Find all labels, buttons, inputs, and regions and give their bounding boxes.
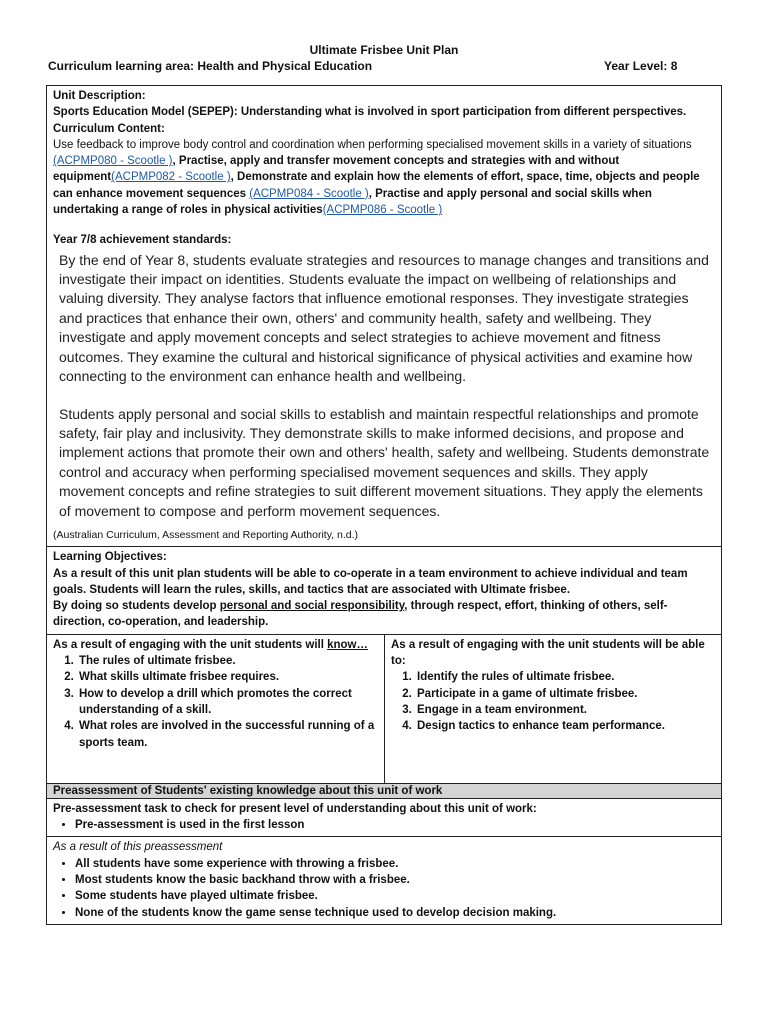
preassessment-result-label: As a result of this preassessment (53, 841, 223, 854)
list-item: • Some students have played ultimate frisbee. (75, 888, 715, 904)
acpmp084-link[interactable]: (ACPMP084 - Scootle ) (249, 187, 369, 200)
list-item: • Most students know the basic backhand throw with a frisbee. (75, 872, 715, 888)
unit-description-cell (47, 86, 721, 547)
know-intro-text: As a result of engaging with the unit students will (53, 638, 328, 651)
objectives-text-2 (53, 598, 715, 631)
document-title: Ultimate Frisbee Unit Plan (309, 43, 459, 57)
able-column (384, 635, 721, 783)
content-text-1: Use feedback to improve body control and coordination when performing specialised movement skills in a variety of situations (53, 138, 692, 151)
acpmp086-link[interactable]: (ACPMP086 - Scootle ) (322, 204, 443, 217)
content-text-2: , Practise, apply and transfer movement concepts and strategies with and without equipment (53, 155, 620, 184)
objectives-text-2a: By doing so students develop (53, 600, 220, 613)
list-item: • Pre-assessment is used in the first lesson (75, 817, 715, 833)
curriculum-content-label: Curriculum Content: (53, 122, 165, 135)
list-item: 2. Participate in a game of ultimate frisbee. (415, 686, 715, 702)
list-item: 3. How to develop a drill which promotes the correct understanding of a skill. (77, 686, 378, 719)
know-intro (53, 637, 378, 653)
objectives-label: Learning Objectives: (53, 551, 167, 564)
preassessment-results-list (53, 856, 715, 921)
achievement-standards (53, 251, 715, 521)
know-column (47, 635, 384, 783)
preassessment-task-label: Pre-assessment task to check for present level of understanding about this unit of work: (53, 802, 537, 815)
unit-description-label: Unit Description: (53, 90, 146, 102)
list-item: 1. Identify the rules of ultimate frisbee. (415, 669, 715, 685)
content-text-3: , Demonstrate and explain how the elements of effort, space, time, objects and people can enhance movement sequences (53, 171, 700, 200)
know-able-row (47, 635, 721, 784)
list-item: 1. The rules of ultimate frisbee. (77, 653, 378, 669)
objectives-text-2b: , through respect, effort, thinking of others, self-direction, co-operation, and leadership. (53, 600, 668, 629)
curriculum-area: Curriculum learning area: Health and Physical Education (48, 59, 373, 73)
preassessment-results-cell (47, 837, 721, 923)
know-list (53, 653, 378, 751)
list-item: • All students have some experience with throwing a frisbee. (75, 856, 715, 872)
citation: (Australian Curriculum, Assessment and Reporting Authority, n.d.) (53, 528, 359, 541)
achievement-paragraph-1: By the end of Year 8, students evaluate strategies and resources to manage changes and transitions and investigate their impact on identities. Students evaluate the impact on wellbeing of relationships and valuing diversity. They analyse factors that influence emotional responses. They investigate strategies and practices that enhance their own, others' and community health, safety and wellbeing. They investigate and apply movement concepts and select strategies to achieve movement and fitness outcomes. They examine the cultural and historical significance of physical activities and examine how connecting to the environment can enhance health and wellbeing. (59, 251, 709, 385)
preassessment-task-cell (47, 799, 721, 838)
list-item: 2. What skills ultimate frisbee requires. (77, 669, 378, 685)
able-list (391, 669, 715, 734)
objectives-text: As a result of this unit plan students will be able to co-operate in a team environment to achieve individual and team goals. Students will learn the rules, skills, and tactics that are associated with Ultimate frisbee. (53, 567, 688, 596)
preassessment-heading: Preassessment of Students' existing knowledge about this unit of work (47, 784, 721, 799)
list-item: 3. Engage in a team environment. (415, 702, 715, 718)
curriculum-content-text (53, 137, 715, 218)
responsibility-text: personal and social responsibility (219, 600, 405, 613)
curriculum-row (48, 59, 678, 73)
acpmp080-link[interactable]: (ACPMP080 - Scootle ) (53, 155, 173, 168)
list-item: • None of the students know the game sense technique used to develop decision making. (75, 905, 715, 921)
know-keyword: know… (327, 638, 368, 651)
preassessment-task-list (53, 817, 715, 833)
list-item: 4. What roles are involved in the successful running of a sports team. (77, 718, 378, 751)
acpmp082-link[interactable]: (ACPMP082 - Scootle ) (111, 171, 231, 184)
unit-plan-table (46, 85, 722, 925)
content-text-4: , Practise and apply personal and social skills when undertaking a range of roles in physical activities (53, 187, 652, 217)
learning-objectives-cell (47, 547, 721, 634)
list-item: 4. Design tactics to enhance team performance. (415, 718, 715, 734)
able-intro: As a result of engaging with the unit students will be able to: (391, 638, 705, 668)
unit-description-text: Sports Education Model (SEPEP): Understanding what is involved in sport participation from different perspectives. (53, 106, 687, 119)
year-level: Year Level: 8 (604, 59, 678, 73)
achievement-paragraph-2: Students apply personal and social skills to establish and maintain respectful relationships and promote safety, fair play and inclusivity. They demonstrate skills to make informed decisions, and propose and implement actions that promote their own and others' health, safety and wellbeing. Students demonstrate control and accuracy when performing specialised movement sequences and skills. They apply movement concepts and refine strategies to suit different movement situations. They apply the elements of movement to compose and perform movement sequences. (59, 405, 710, 519)
achievement-label: Year 7/8 achievement standards: (53, 234, 232, 247)
